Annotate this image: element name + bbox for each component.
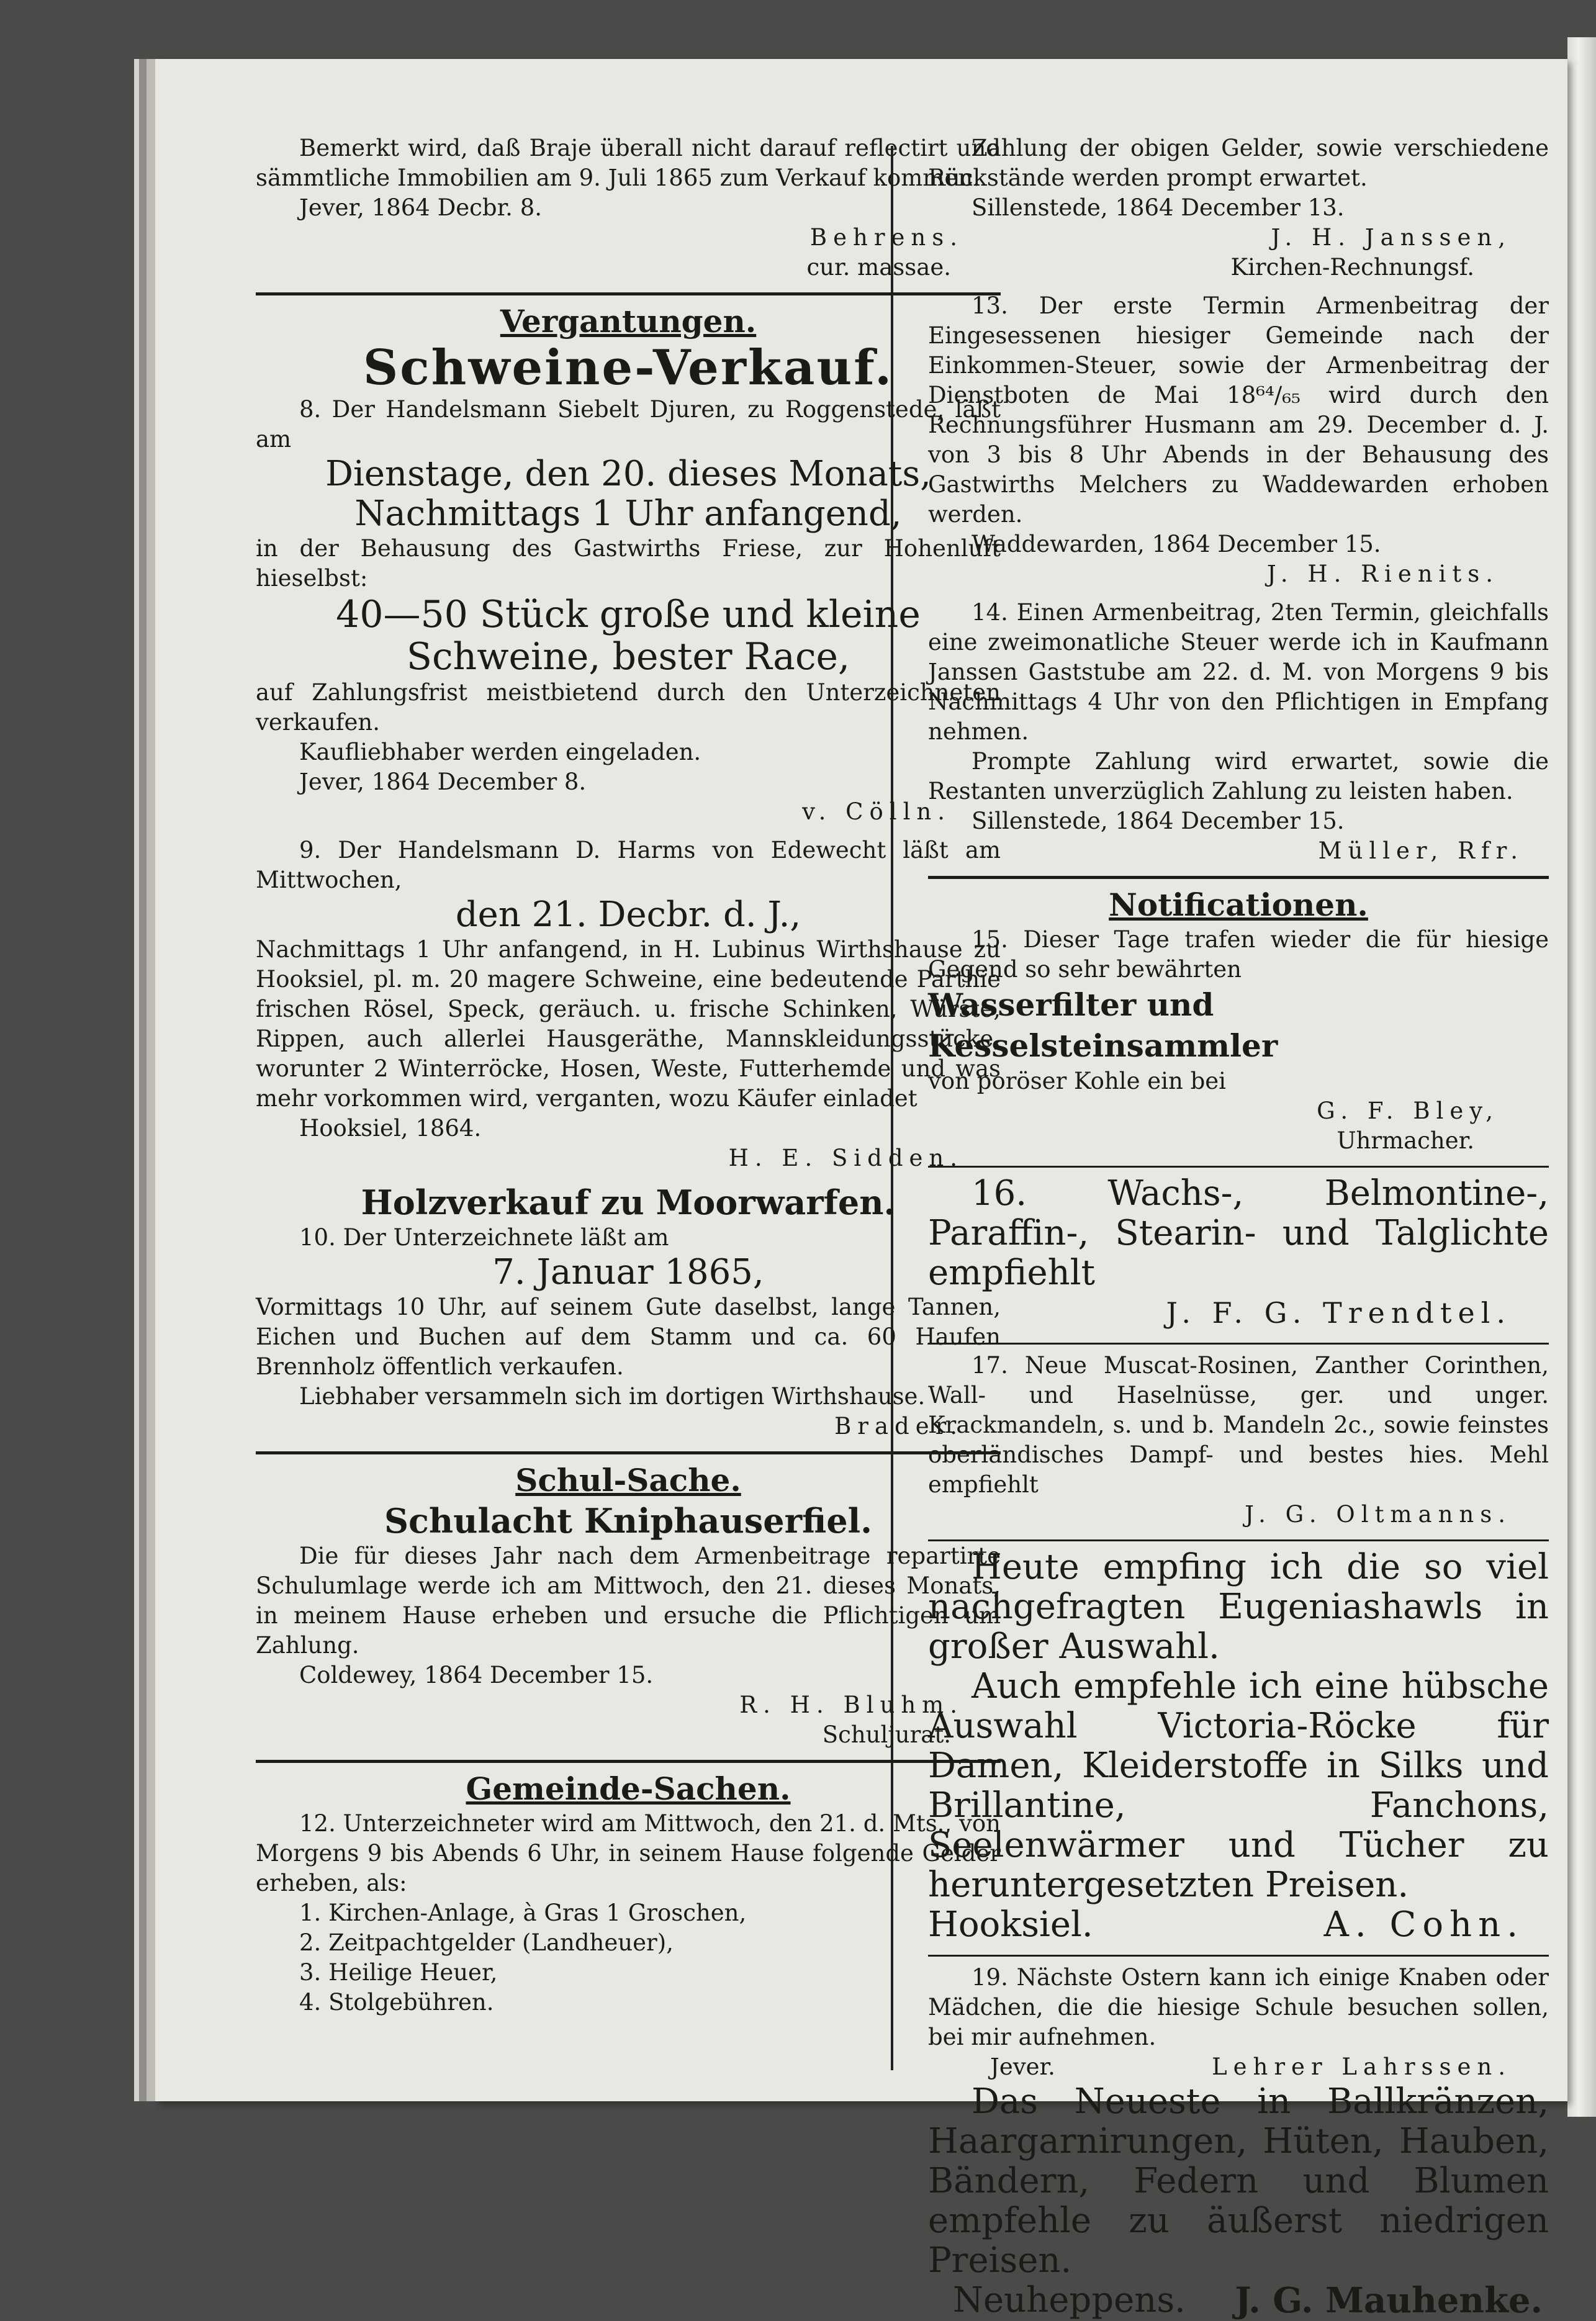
ad-rule [928,1166,1549,1168]
ad-10-date: 7. Januar 1865, [492,1252,764,1292]
ad-16-body: 16. Wachs-, Belmontine-, Paraffin-, Stearin- und Talglichte empfiehlt [928,1173,1549,1293]
section-rule [256,1451,1001,1454]
notice-signature: Behrens. [809,224,963,251]
ad-14-body-2: Prompte Zahlung wird erwartet, sowie die Restanten unverzüglich Zahlung zu leisten haben. [928,748,1549,804]
ad-19-footer [928,2052,1549,2082]
ad-12-item: 4. Stolgebühren. [299,1989,494,2016]
ad-18-body: Heute empfing ich die so viel nachgefragten Eugeniashawls in großer Auswahl. [928,1547,1549,1667]
ad-rule [928,1955,1549,1957]
ad-8-terms: auf Zahlungsfrist meistbietend durch den Unterzeichneten verkaufen. [256,679,1001,736]
ad-17-signature: J. G. Oltmanns. [1245,1501,1512,1528]
ad-9-text: 9. Der Handelsmann D. Harms von Edewecht läßt am Mittwochen, [256,837,1001,893]
ad-8-signature: v. Cölln. [802,798,951,825]
ad-11-place-date: Coldewey, 1864 December 15. [299,1662,654,1688]
notice-text: Bemerkt wird, daß Braje überall nicht darauf reflectirt und sämmtliche Immobilien am 9. Juli 1865 zum Verkauf kommen. [256,135,1001,191]
ad-8-text: 8. Der Handelsmann Siebelt Djuren, zu Roggenstede, läßt am [256,396,1001,453]
ad-10-body: Vormittags 10 Uhr, auf seinem Gute daselbst, lange Tannen, Eichen und Buchen auf dem Stamm und ca. 60 Haufen Brennholz öffentlich verkaufen. [256,1294,1001,1380]
ad-10-invite: Liebhaber versammeln sich im dortigen Wirthshause. [299,1383,926,1410]
ad-9-signature: H. E. Sidden. [728,1145,963,1171]
ad-9-place-date: Hooksiel, 1864. [299,1115,482,1142]
ad-15-body-2: von poröser Kohle ein bei [928,1068,1227,1094]
heading-holzverkauf: Holzverkauf zu Moorwarfen. [361,1183,896,1222]
ad-8-invite: Kaufliebhaber werden eingeladen. [299,739,701,765]
ad-20-signature: J. G. Mauhenke. [1235,2280,1543,2321]
left-column [256,133,1001,2017]
ad-16-signature: J. F. G. Trendtel. [1166,1296,1512,1330]
page-edge [1567,37,1596,2117]
ad-12-item: 2. Zeitpachtgelder (Landheuer), [299,1929,674,1956]
ad-12-place-date: Sillenstede, 1864 December 13. [972,194,1345,221]
section-heading-vergantungen: Vergantungen. [500,303,757,340]
ad-15-signature-sub: Uhrmacher. [1337,1127,1474,1154]
ad-12-item: 1. Kirchen-Anlage, à Gras 1 Groschen, [299,1900,747,1926]
ad-8-date: Dienstage, den 20. dieses Monats, [325,454,931,494]
right-column [928,133,1549,2320]
section-heading-notificationen: Notificationen. [1109,886,1368,923]
section-rule [256,1760,1001,1763]
ad-18-body-2: Auch empfehle ich eine hübsche Auswahl Victoria-Röcke für Damen, Kleiderstoffe in Silks und Brillantine, Fanchons, Seelenwärmer und Tücher zu heruntergesetzten Preisen. [928,1666,1549,1905]
ad-12-signature: J. H. Janssen, [1271,224,1512,251]
ad-8-headline-1: 40—50 Stück große und kleine [336,593,921,636]
ad-17-body: 17. Neue Muscat-Rosinen, Zanther Corinthen, Wall- und Haselnüsse, ger. und unger. Krackmandeln, s. und b. Mandeln 2c., sowie feinstes oberländisches Dampf- und bestes hies. Mehl empfiehlt [928,1352,1549,1498]
ad-20-footer [928,2281,1549,2320]
ad-8-place-date: Jever, 1864 December 8. [299,768,587,795]
section-heading-schul-sache: Schul-Sache. [515,1462,741,1499]
ad-10-signature: Brader. [834,1413,963,1440]
ad-18-place: Hooksiel. [928,1904,1093,1945]
ad-18-signature: A. Cohn. [1323,1904,1524,1945]
section-heading-gemeinde-sachen: Gemeinde-Sachen. [466,1770,791,1807]
ad-rule [928,1539,1549,1541]
ad-8-headline-2: Schweine, bester Race, [406,635,850,678]
ad-11-signature-sub: Schuljurat. [822,1721,951,1748]
ad-20-body: Das Neueste in Ballkränzen, Haargarnirungen, Hüten, Hauben, Bändern, Federn und Blumen empfehle zu äußerst niedrigen Preisen. [928,2081,1549,2281]
ad-8-time: Nachmittags 1 Uhr anfangend, [354,493,902,534]
notice-signature-sub: cur. massae. [806,254,951,281]
ad-14-body: 14. Einen Armenbeitrag, 2ten Termin, gleichfalls eine zweimonatliche Steuer werde ich in Kaufmann Janssen Gaststube am 22. d. M. von Morgens 9 bis Nachmittags 4 Uhr von den Pflichtigen in Empfang nehmen. [928,599,1549,745]
ad-8-location: in der Behausung des Gastwirths Friese, zur Hohenluft hieselbst: [256,535,1001,592]
ad-12-body: 12. Unterzeichneter wird am Mittwoch, den 21. d. Mts., von Morgens 9 bis Abends 6 Uhr, in seinem Hause folgende Gelder erheben, als: [256,1810,1001,1896]
ad-15-body: 15. Dieser Tage trafen wieder die für hiesige Gegend so sehr bewährten [928,926,1549,983]
ad-12-signature-sub: Kirchen-Rechnungsf. [1230,254,1474,281]
ad-15-signature: G. F. Bley, [1317,1097,1499,1124]
ad-rule [928,1343,1549,1345]
ad-13-signature: J. H. Rienits. [1266,561,1499,587]
ad-15-headline: Wasserfilter und Kesselsteinsammler [928,986,1278,1064]
ad-19-body: 19. Nächste Ostern kann ich einige Knaben oder Mädchen, die die hiesige Schule besuchen sollen, bei mir aufnehmen. [928,1964,1549,2050]
ad-12-item: 3. Heilige Heuer, [299,1959,498,1986]
ad-12-continued: Zahlung der obigen Gelder, sowie verschiedene Rückstände werden prompt erwartet. [928,135,1549,191]
ad-20-place: Neuheppens. [953,2280,1186,2320]
heading-schweine-verkauf: Schweine-Verkauf. [363,340,894,396]
notice-place-date: Jever, 1864 Decbr. 8. [299,194,543,221]
heading-schulacht: Schulacht Kniphauserfiel. [384,1501,872,1541]
ad-14-signature: Müller, Rfr. [1318,837,1524,864]
ad-10-text: 10. Der Unterzeichnete läßt am [299,1224,669,1251]
ad-13-place-date: Waddewarden, 1864 December 15. [972,531,1381,557]
ad-9-body: Nachmittags 1 Uhr anfangend, in H. Lubinus Wirthshause zu Hooksiel, pl. m. 20 magere Schweine, eine bedeutende Parthie frischen Rösel, Speck, geräuch. u. frische Schinken, Würste, Rippen, auch allerlei Hausgeräthe, Mannskleidungsstücke, worunter 2 Winterröcke, Hosen, Weste, Futterhemde und was mehr vorkommen wird, verganten, wozu Käufer einladet [256,936,1001,1112]
ad-18-footer [928,1905,1549,1945]
section-rule [928,876,1549,879]
newspaper-page [155,59,1567,2321]
ad-11-signature: R. H. Bluhm. [739,1692,963,1718]
ad-9-date: den 21. Decbr. d. J., [455,895,801,935]
ad-13-body: 13. Der erste Termin Armenbeitrag der Eingesessenen hiesiger Gemeinde nach der Einkommen-Steuer, sowie der Armenbeitrag der Dienstboten de Mai 18⁶⁴/₆₅ wird durch den Rechnungsführer Husmann am 29. December d. J. von 3 bis 8 Uhr Abends in der Behausung des Gastwirths Melchers zu Waddewarden erhoben werden. [928,292,1549,528]
ad-19-signature: Lehrer Lahrssen. [1212,2053,1512,2080]
ad-14-place-date: Sillenstede, 1864 December 15. [972,808,1345,834]
ad-11-body: Die für dieses Jahr nach dem Armenbeitrage repartirte Schulumlage werde ich am Mittwoch, den 21. dieses Monats, in meinem Hause erheben und ersuche die Pflichtigen um Zahlung. [256,1543,1001,1659]
section-rule [256,292,1001,295]
ad-19-place: Jever. [990,2053,1055,2080]
